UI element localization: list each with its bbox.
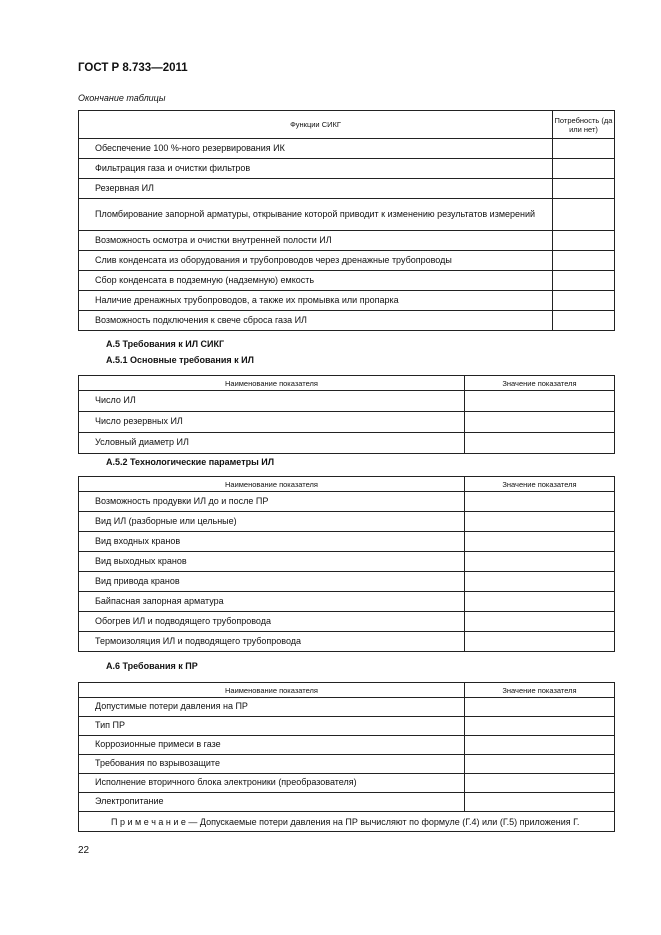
- value-cell: [553, 291, 615, 311]
- flow-converter-table: [78, 682, 615, 832]
- value-cell: [465, 774, 615, 793]
- value-cell: [465, 755, 615, 774]
- functions-table: [78, 110, 615, 331]
- value-cell: [553, 251, 615, 271]
- functions-col-header: Функции СИКГ: [79, 111, 553, 139]
- table-cell: Резервная ИЛ: [79, 179, 553, 199]
- table-cell: Вид привода кранов: [79, 572, 465, 592]
- value-cell: [465, 698, 615, 717]
- table-note: П р и м е ч а н и е — Допускаемые потери давления на ПР вычисляют по формуле (Г.4) или (Г.5) приложения Г.: [79, 812, 615, 832]
- table-cell: Возможность подключения к свече сброса газа ИЛ: [79, 311, 553, 331]
- value-cell: [465, 632, 615, 652]
- value-cell: [465, 793, 615, 812]
- table-cell: Допустимые потери давления на ПР: [79, 698, 465, 717]
- value-cell: [465, 391, 615, 412]
- value-cell: [465, 612, 615, 632]
- value-cell: [553, 139, 615, 159]
- table-cell: Вид входных кранов: [79, 532, 465, 552]
- value-cell: [553, 159, 615, 179]
- table-cell: Наличие дренажных трубопроводов, а также их промывка или пропарка: [79, 291, 553, 311]
- value-cell: [553, 231, 615, 251]
- table-cell: Требования по взрывозащите: [79, 755, 465, 774]
- table-cell: Фильтрация газа и очистки фильтров: [79, 159, 553, 179]
- document-header: ГОСТ Р 8.733—2011: [78, 62, 188, 74]
- value-cell: [465, 572, 615, 592]
- value-cell: [465, 592, 615, 612]
- basic-requirements-table: [78, 375, 615, 454]
- table-cell: Коррозионные примеси в газе: [79, 736, 465, 755]
- table-continuation-label: Окончание таблицы: [78, 93, 166, 103]
- table-cell: Вид выходных кранов: [79, 552, 465, 572]
- section-a52-heading: А.5.2 Технологические параметры ИЛ: [106, 457, 275, 467]
- value-cell: [465, 492, 615, 512]
- indicator-col-header: Наименование показателя: [79, 477, 465, 492]
- table-cell: Обеспечение 100 %-ного резервирования ИК: [79, 139, 553, 159]
- value-cell: [553, 179, 615, 199]
- indicator-col-header: Наименование показателя: [79, 683, 465, 698]
- table-cell: Слив конденсата из оборудования и трубопроводов через дренажные трубопроводы: [79, 251, 553, 271]
- table-cell: Байпасная запорная арматура: [79, 592, 465, 612]
- section-a6-heading: А.6 Требования к ПР: [106, 661, 198, 671]
- value-col-header: Значение показателя: [465, 376, 615, 391]
- value-cell: [553, 271, 615, 291]
- value-cell: [465, 412, 615, 433]
- table-cell: Исполнение вторичного блока электроники (преобразователя): [79, 774, 465, 793]
- table-cell: Условный диаметр ИЛ: [79, 433, 465, 454]
- need-col-header: Потребность (да или нет): [553, 111, 615, 139]
- section-a5-heading: А.5 Требования к ИЛ СИКГ: [106, 339, 225, 349]
- table-cell: Тип ПР: [79, 717, 465, 736]
- value-cell: [465, 532, 615, 552]
- value-cell: [553, 199, 615, 231]
- table-cell: Возможность продувки ИЛ до и после ПР: [79, 492, 465, 512]
- value-col-header: Значение показателя: [465, 683, 615, 698]
- value-cell: [465, 717, 615, 736]
- page-number: 22: [78, 845, 90, 856]
- table-cell: Возможность осмотра и очистки внутренней полости ИЛ: [79, 231, 553, 251]
- table-cell: Сбор конденсата в подземную (надземную) емкость: [79, 271, 553, 291]
- value-cell: [465, 512, 615, 532]
- technological-parameters-table: [78, 476, 615, 652]
- value-cell: [465, 433, 615, 454]
- indicator-col-header: Наименование показателя: [79, 376, 465, 391]
- value-cell: [465, 552, 615, 572]
- value-cell: [553, 311, 615, 331]
- table-cell: Электропитание: [79, 793, 465, 812]
- table-cell: Вид ИЛ (разборные или цельные): [79, 512, 465, 532]
- table-cell: Число ИЛ: [79, 391, 465, 412]
- table-cell: Число резервных ИЛ: [79, 412, 465, 433]
- section-a51-heading: А.5.1 Основные требования к ИЛ: [106, 355, 254, 365]
- value-cell: [465, 736, 615, 755]
- table-cell: Термоизоляция ИЛ и подводящего трубопровода: [79, 632, 465, 652]
- value-col-header: Значение показателя: [465, 477, 615, 492]
- table-cell: Обогрев ИЛ и подводящего трубопровода: [79, 612, 465, 632]
- table-cell: Пломбирование запорной арматуры, открывание которой приводит к изменению результатов измерений: [79, 199, 553, 231]
